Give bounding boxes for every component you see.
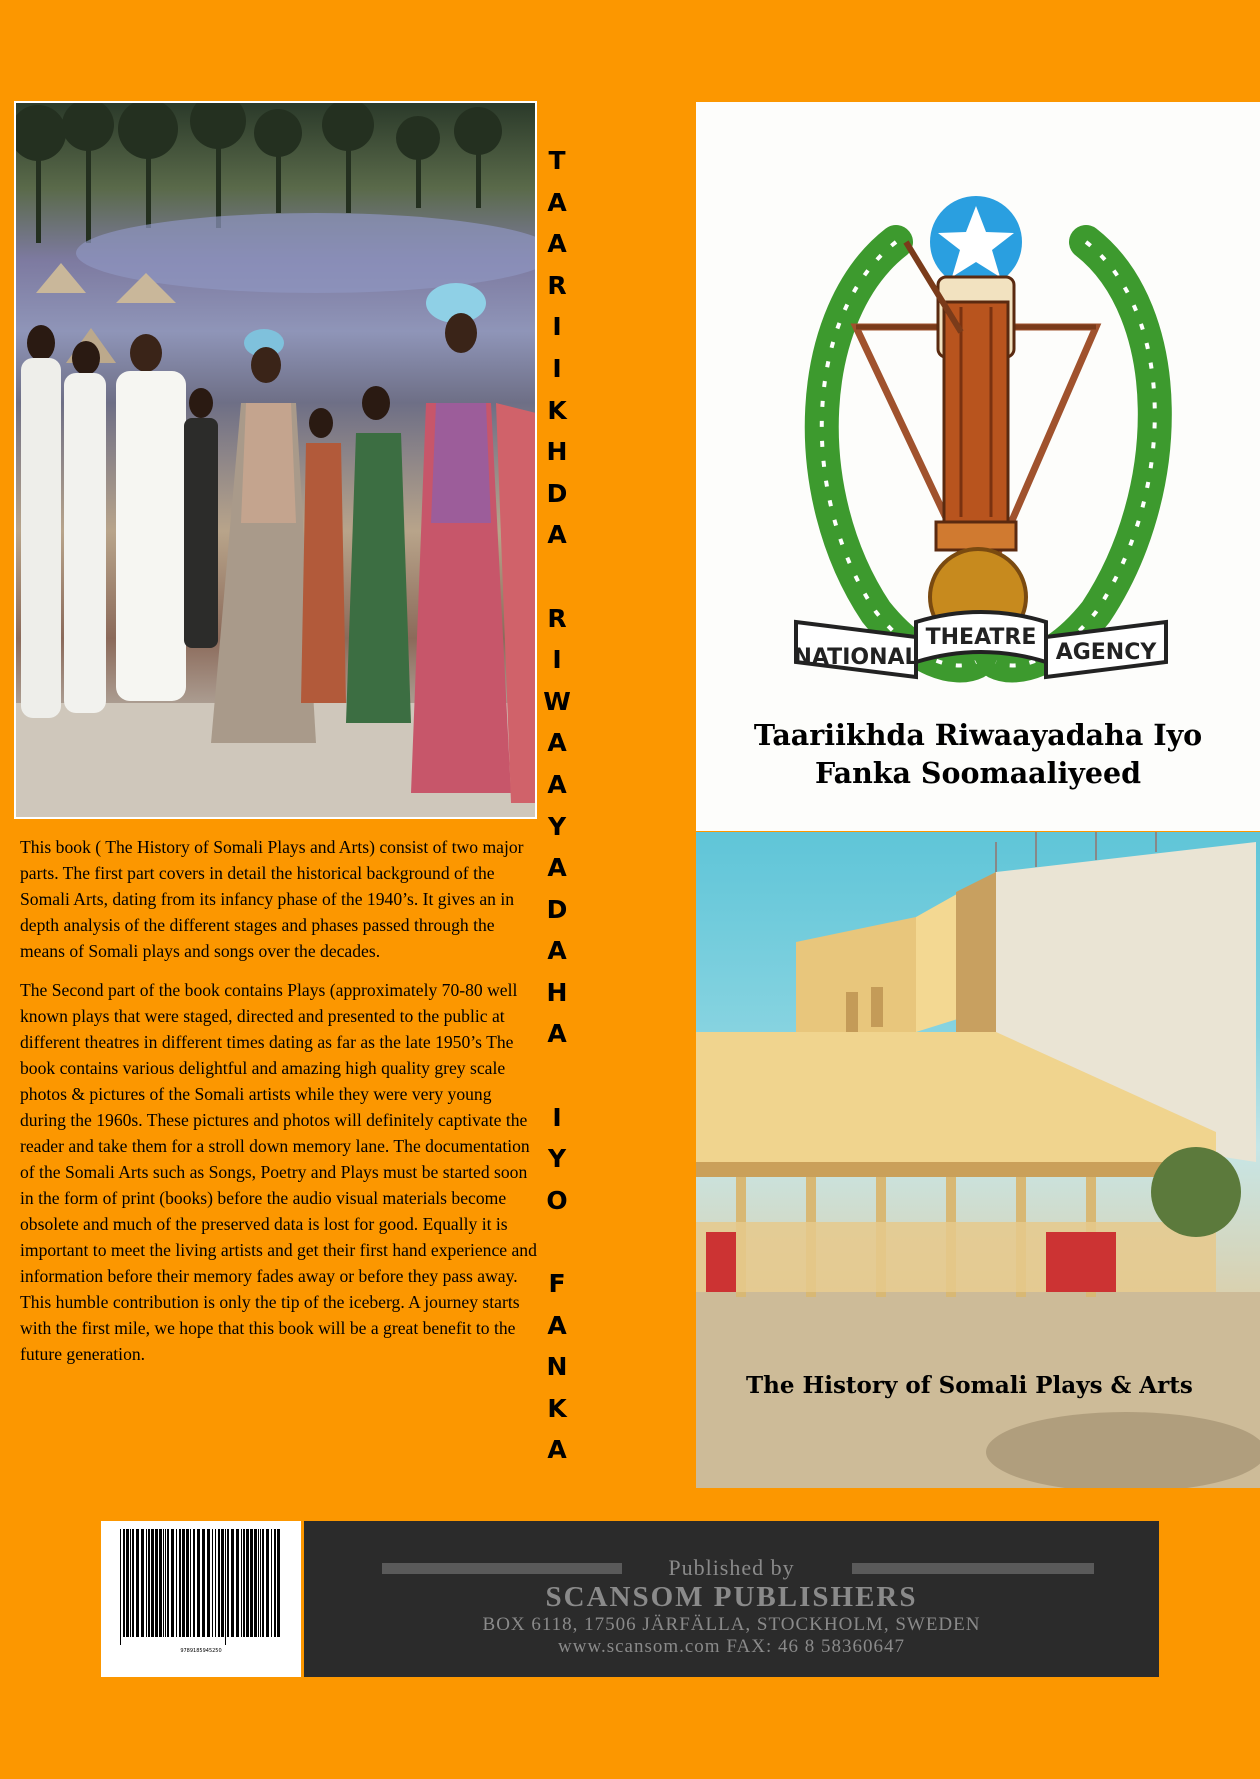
spine-letter: A [547,1435,567,1465]
barcode-bar [130,1529,131,1637]
barcode-bar [176,1529,177,1637]
barcode-bar [120,1529,121,1645]
spine-letter: W [543,686,571,716]
barcode-panel [101,1521,301,1677]
barcode-bar [159,1529,162,1637]
barcode-bar [274,1529,276,1637]
spine-letter: A [547,769,567,799]
spine-letter: H [546,977,568,1007]
isbn-number: 9789185945250 [180,1648,222,1654]
barcode-bar [243,1529,245,1637]
barcode-bar [218,1529,220,1637]
barcode-bar [148,1529,150,1637]
barcode-bar [225,1529,226,1645]
spine-letter [553,1221,562,1263]
barcode-bar [262,1529,264,1637]
spine-letter: A [547,853,567,883]
barcode-bar [277,1529,280,1637]
barcode-bar [202,1529,205,1637]
barcode-bar [254,1529,257,1637]
barcode-bar [258,1529,259,1637]
barcode-bar [231,1529,234,1637]
barcode-bar [186,1529,189,1637]
barcode-bar [167,1529,169,1637]
barcode-bar [227,1529,229,1637]
english-title: The History of Somali Plays & Arts [746,1372,1193,1399]
publisher-address: BOX 6118, 17506 JÄRFÄLLA, STOCKHOLM, SWEDEN [482,1614,981,1635]
barcode-bar [190,1529,191,1637]
published-by-label: Published by [668,1555,795,1580]
spine-letter: I [552,312,562,342]
barcode-bar [260,1529,261,1637]
barcode-bar [197,1529,200,1637]
publisher-name: SCANSOM PUBLISHERS [545,1581,918,1613]
blurb-paragraph-2: The Second part of the book contains Plays (approximately 70-80 well known plays that were staged, directed and presented to the public at different theatres in different times dating as far as the late 1950’s The book contains various delightful and amazing high quality grey scale photos & pictures of the Somali artists while they were very young during the 1960s. These pictures and photos will definitely captivate the reader and take them for a stroll down memory lane. The documentation of the Somali Arts such as Songs, Poetry and Plays must be started soon in the form of print (books) before the audio visual materials become obsolete and much of the preserved data is lost for good. Equally it is important to meet the living artists and get their first hand experience and information before their memory fades away or before they pass away. This humble contribution is only the tip of the iceberg. A journey starts with the first mile, we hope that this book will be a great benefit to the future generation. [20,980,537,1364]
spine-letter: I [552,353,562,383]
barcode-bar [163,1529,164,1637]
spine-letter: I [552,645,562,675]
emblem-banner-national: NATIONAL [793,645,919,670]
blurb-paragraph-1: This book ( The History of Somali Plays and Arts) consist of two major parts. The first part covers in detail the historical background of the Somali Arts, dating from its infancy phase of the 1940’s. It gives an in depth analysis of the different stages and phases passed through the means of Somali plays and songs over the decades. [20,837,524,961]
barcode-bar [123,1529,125,1637]
spine-letter: A [547,520,567,550]
spine-letter: R [547,270,567,300]
somali-title-line-2: Fanka Soomaaliyeed [814,756,1142,790]
spine-letter: Y [547,811,567,841]
spine-letter: A [547,1019,567,1049]
publisher-panel [304,1521,1159,1677]
barcode-bar [207,1529,210,1637]
spine-letter: A [547,728,567,758]
front-cover-emblem-panel [696,102,1260,831]
spine-letter: D [546,478,568,508]
spine-letter: A [547,187,567,217]
dancers-illustration [16,103,536,818]
spine-title [540,140,574,1471]
barcode-bar [271,1529,272,1637]
barcode-bar [141,1529,144,1637]
spine-letter: A [547,229,567,259]
barcode-bar [146,1529,147,1637]
spine-letter: T [548,146,566,175]
spine-letter [553,1055,562,1097]
barcode-icon [118,1529,284,1645]
spine-letter: R [547,603,567,633]
barcode-bar [165,1529,166,1637]
barcode-bar [132,1529,134,1637]
somali-title-line-1: Taariikhda Riwaayadaha Iyo [753,718,1203,752]
spine-letter: K [547,395,567,425]
barcode-bar [212,1529,213,1637]
spine-letter: N [546,1352,568,1382]
spine-letter: I [552,1102,562,1132]
emblem-banner-agency: AGENCY [1055,640,1157,665]
somali-title [696,716,1260,792]
spine-letter: K [547,1393,567,1423]
barcode-bar [179,1529,181,1637]
spine-letter: H [546,437,568,467]
barcode-bar [241,1529,242,1637]
spine-letter: Y [547,1144,567,1174]
barcode-bar [151,1529,154,1637]
barcode-bar [182,1529,185,1637]
barcode-bar [126,1529,129,1637]
spine-letter: F [548,1269,566,1299]
back-cover-blurb [20,834,538,1380]
barcode-bar [266,1529,269,1637]
spine-letter [553,556,562,598]
barcode-bar [250,1529,253,1637]
barcode-bar [215,1529,216,1637]
barcode-bar [246,1529,249,1637]
spine-letter: A [547,936,567,966]
barcode-bar [236,1529,239,1637]
spine-letter: D [546,894,568,924]
barcode-bar [136,1529,139,1637]
barcode-bar [221,1529,224,1637]
emblem-banner-theatre: THEATRE [925,625,1037,650]
spine-letter: A [547,1310,567,1340]
dancers-photo [14,101,537,819]
barcode-bar [171,1529,174,1637]
barcode-bar [193,1529,195,1637]
national-theatre-agency-emblem [786,192,1186,712]
spine-letter: O [546,1185,568,1215]
theatre-building-photo [696,832,1260,1488]
publisher-web-fax: www.scansom.com FAX: 46 8 58360647 [558,1636,905,1657]
barcode-bar [155,1529,158,1637]
